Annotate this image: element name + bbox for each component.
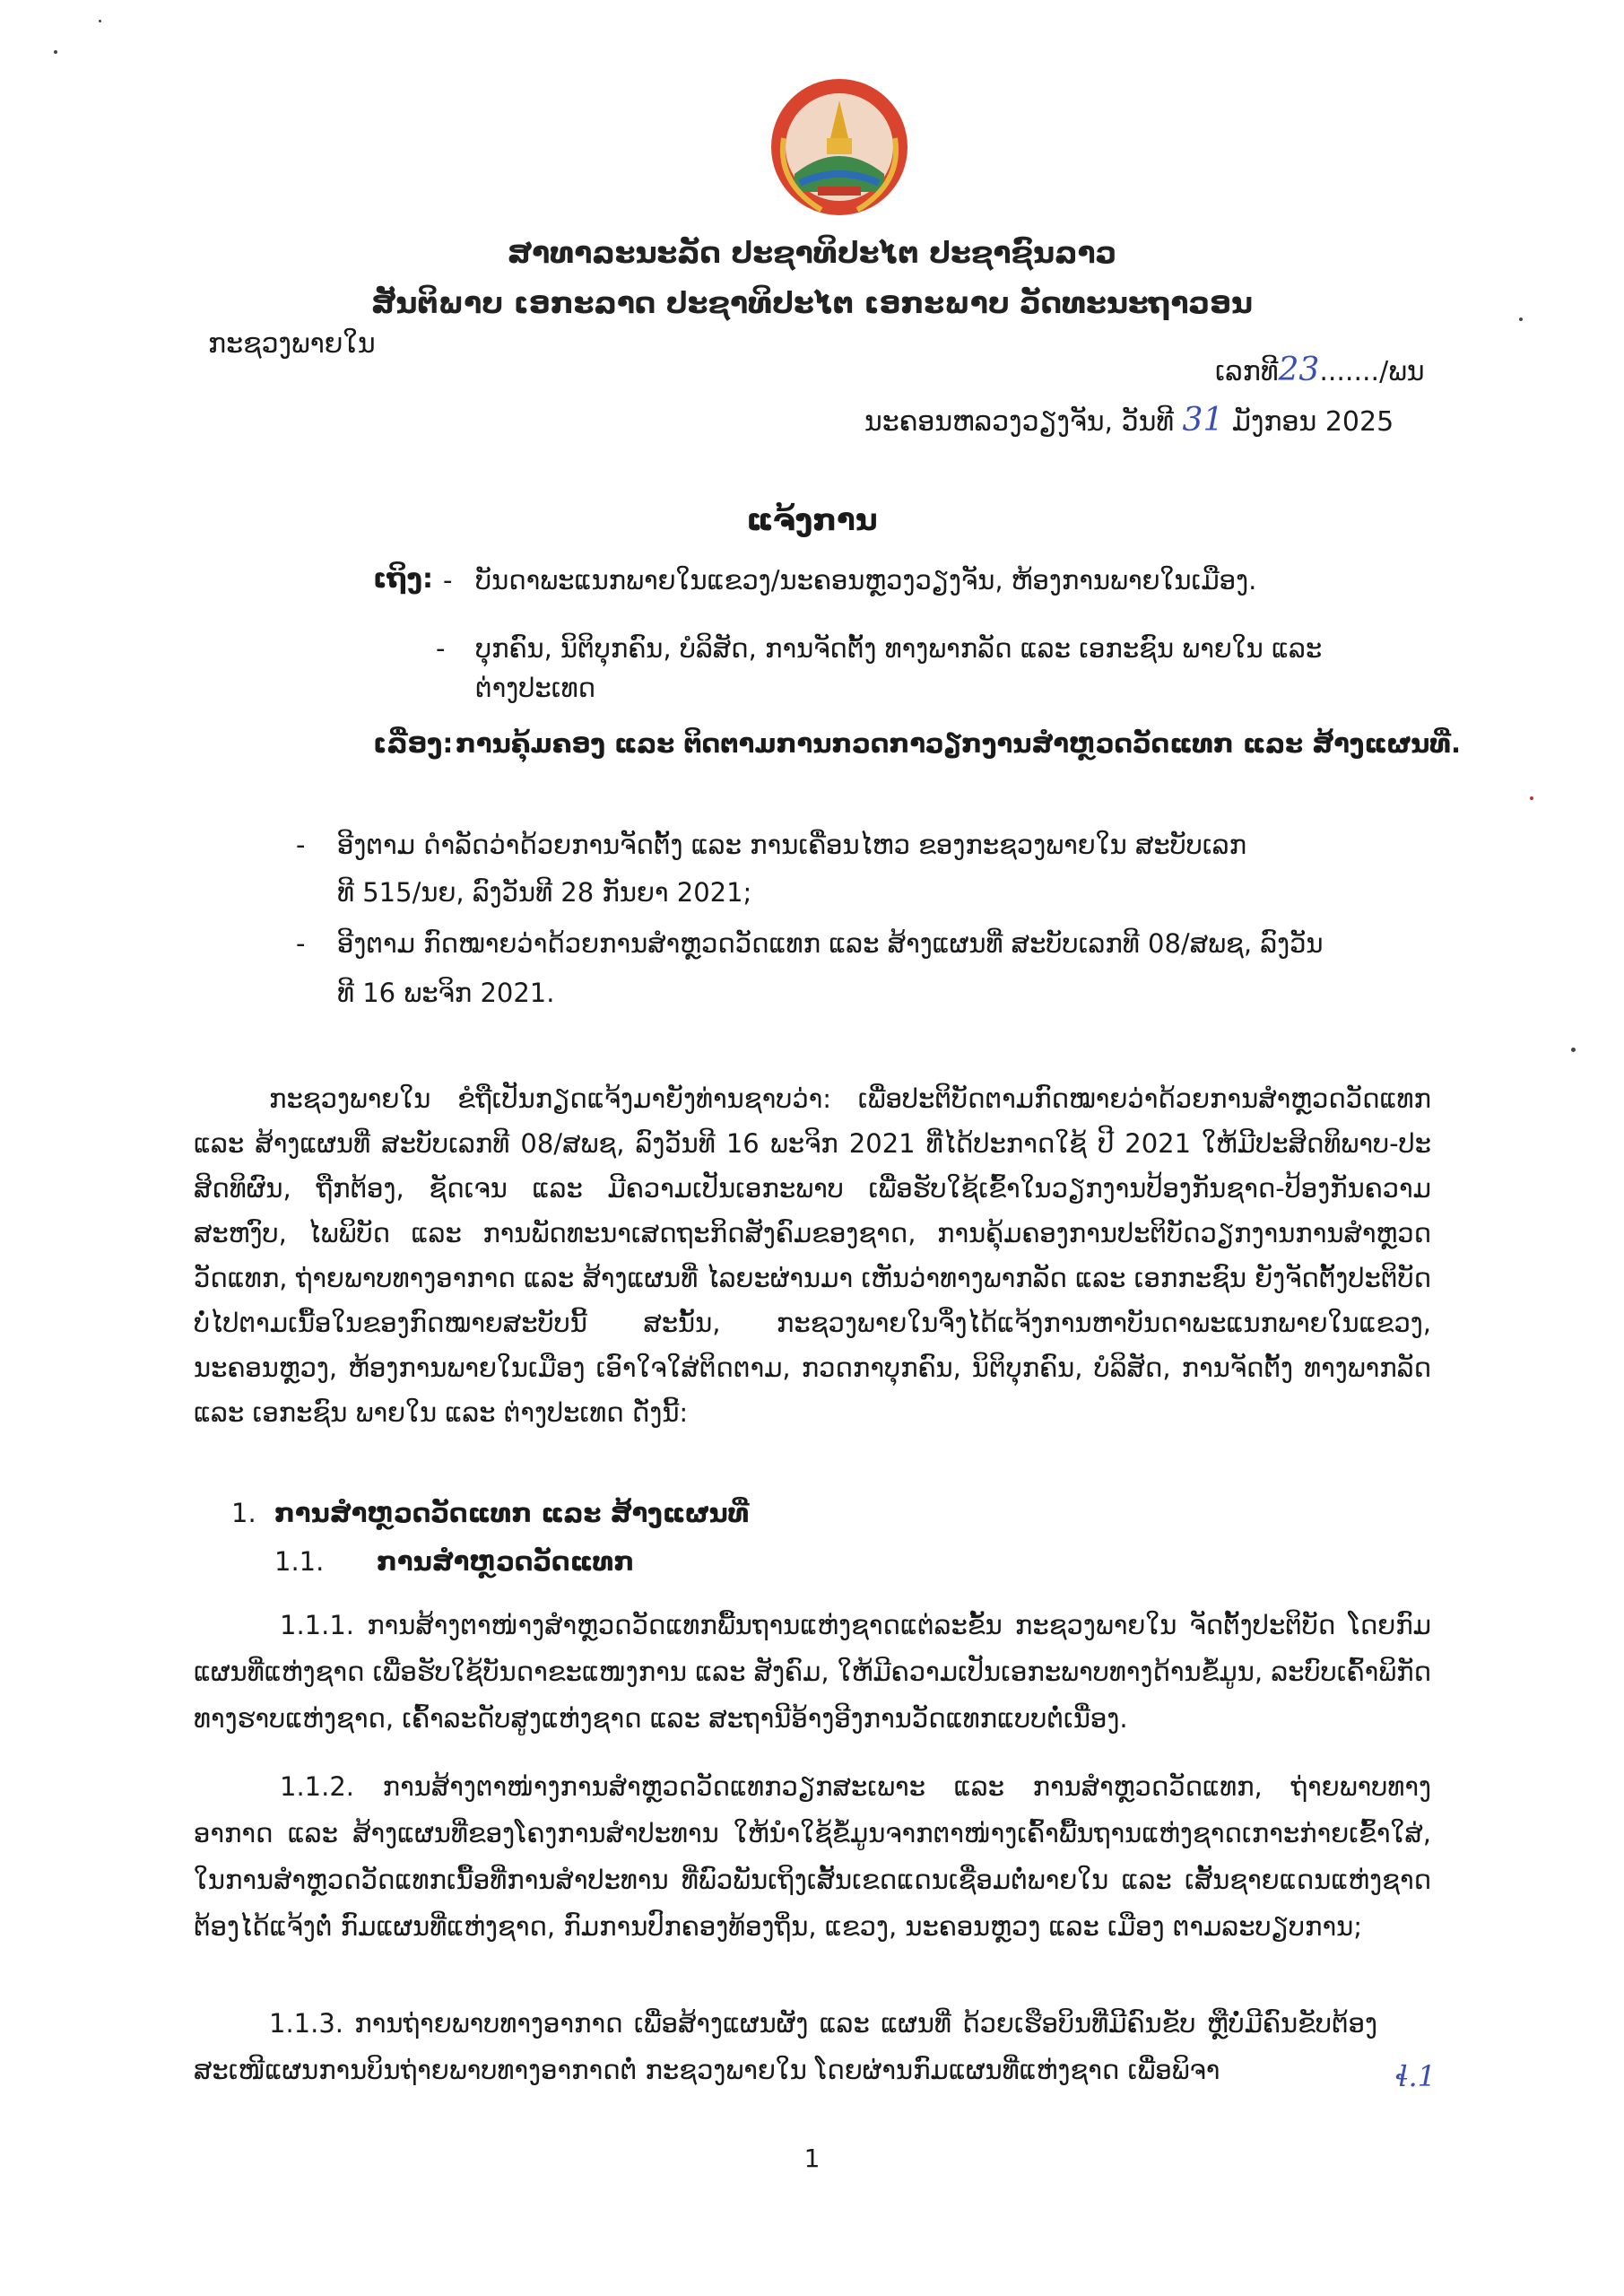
republic-heading: ສາທາລະນະລັດ ປະຊາທິປະໄຕ ປະຊາຊົນລາວ: [507, 235, 1117, 270]
to-item: ຕ່າງປະເທດ: [475, 673, 595, 703]
scan-speck: [99, 20, 101, 22]
national-motto: ສັນຕິພາບ ເອກະລາດ ປະຊາທິປະໄຕ ເອກະພາບ ວັດທະນະຖາວອນ: [370, 285, 1254, 320]
date-prefix: ນະຄອນຫລວງວຽງຈັນ, ວັນທີ: [864, 406, 1174, 438]
section-number: 1.: [231, 1498, 256, 1528]
reference-dash: -: [296, 928, 306, 959]
scan-speck: [1530, 796, 1533, 800]
reference-line: ອີງຕາມ ກົດໝາຍວ່າດ້ວຍການສຳຫຼວດວັດແທກ ແລະ ສ້າງແຜນທີ່ ສະບັບເລກທີ 08/ສພຊ, ລົງວັນ: [337, 928, 1324, 959]
issuing-ministry: ກະຊວງພາຍໃນ: [208, 328, 376, 360]
clause-1-1-2: 1.1.2. ການສ້າງຕາໜ່າງການສຳຫຼວດວັດແທກວຽກສະເພາະ ແລະ ການສຳຫຼວດວັດແທກ, ຖ່າຍພາບທາງ ອາກາດ ແລະ ສ້າງແຜນທີ່ຂອງໂຄງການສຳປະທານ ໃຫ້ນຳໃຊ້ຂໍ້ມູນຈາກຕາໜ່າງເຄົ້າພື້ນຖານແຫ່ງຊາດເກາະກ່າຍເຂົ້າໃສ່, ໃນການສຳຫຼວດວັດແທກເນື້ອທີ່ການສຳປະທານ ທີ່ພົວພັນເຖິງເສັ້ນເຂດແດນເຊື່ອມຕໍ່ພາຍໃນ ແລະ ເສັ້ນຊາຍແດນແຫ່ງຊາດ ຕ້ອງໄດ້ແຈ້ງຕໍ່ ກົມແຜນທີ່ແຫ່ງຊາດ, ກົມການປົກຄອງທ້ອງຖິ່ນ, ແຂວງ, ນະຄອນຫຼວງ ແລະ ເມືອງ ຕາມລະບຽບການ;: [194, 1771, 1431, 1942]
doc-no-suffix: ......./ພນ: [1319, 356, 1425, 387]
subject-text: ການຄຸ້ມຄອງ ແລະ ຕິດຕາມການກວດກາວຽກງານສຳຫຼວດວັດແທກ ແລະ ສ້າງແຜນທີ່.: [456, 728, 1462, 759]
subsection-title: ການສຳຫຼວດວັດແທກ: [377, 1546, 635, 1577]
reference-dash: -: [296, 830, 306, 860]
reference-line: ທີ 515/ນຍ, ລົງວັນທີ 28 ກັນຍາ 2021;: [337, 877, 752, 908]
scan-speck: [1571, 1048, 1576, 1052]
document-number: [1215, 352, 1425, 388]
to-dash: -: [436, 633, 446, 664]
scan-speck: [54, 50, 57, 54]
reference-line: ທີ 16 ພະຈິກ 2021.: [337, 978, 555, 1008]
date-line: [864, 402, 1394, 439]
reference-line: ອີງຕາມ ດຳລັດວ່າດ້ວຍການຈັດຕັ້ງ ແລະ ການເຄື່ອນໄຫວ ຂອງກະຊວງພາຍໃນ ສະບັບເລກ: [337, 830, 1247, 860]
section-title: ການສຳຫຼວດວັດແທກ ແລະ ສ້າງແຜນທີ່: [274, 1498, 750, 1528]
date-day-handwritten: 31: [1182, 402, 1224, 439]
date-suffix: ມັງກອນ 2025: [1231, 406, 1394, 438]
to-item: ບຸກຄົນ, ນິຕິບຸກຄົນ, ບໍລິສັດ, ການຈັດຕັ້ງ ທາງພາກລັດ ແລະ ເອກະຊົນ ພາຍໃນ ແລະ: [475, 633, 1323, 664]
doc-no-handwritten: 23: [1278, 352, 1320, 388]
subject-label: ເລື່ອງ:: [373, 728, 454, 760]
doc-no-prefix: ເລກທີ: [1215, 356, 1279, 387]
document-title: ແຈ້ງການ: [746, 502, 878, 538]
page-number: 1: [803, 2144, 821, 2173]
to-label: ເຖິງ:: [373, 563, 433, 595]
clause-1-1-1: 1.1.1. ການສ້າງຕາໜ່າງສຳຫຼວດວັດແທກພື້ນຖານແຫ່ງຊາດແຕ່ລະຂັ້ນ ກະຊວງພາຍໃນ ຈັດຕັ້ງປະຕິບັດ ໂດຍກົມແຜນທີ່ແຫ່ງຊາດ ເພື່ອຮັບໃຊ້ບັນດາຂະແໜງການ ແລະ ສັງຄົມ, ໃຫ້ມີຄວາມເປັນເອກະພາບທາງດ້ານຂໍ້ມູນ, ລະບົບເຄົ້າພິກັດທາງຮາບແຫ່ງຊາດ, ເຄົ້າລະດັບສູງແຫ່ງຊາດ ແລະ ສະຖານີອ້າງອີງການວັດແທກແບບຕໍ່ເນື່ອງ.: [194, 1610, 1431, 1734]
clause-1-1-3: 1.1.3. ການຖ່າຍພາບທາງອາກາດ ເພື່ອສ້າງແຜນຜັງ ແລະ ແຜນທີ່ ດ້ວຍເຮືອບິນທີ່ມີຄົນຂັບ ຫຼືບໍ່ມີຄົນຂັບຕ້ອງສະເໜີແຜນການບິນຖ່າຍພາບທາງອາກາດຕໍ່ ກະຊວງພາຍໃນ ໂດຍຜ່ານກົມແຜນທີ່ແຫ່ງຊາດ ເພື່ອພິຈາ: [194, 2008, 1377, 2085]
to-item: ບັນດາພະແນກພາຍໃນແຂວງ/ນະຄອນຫຼວງວຽງຈັນ, ຫ້ອງການພາຍໃນເມືອງ.: [475, 565, 1257, 596]
subsection-number: 1.1.: [274, 1546, 325, 1577]
handwritten-initials: ɬ.1: [1395, 2059, 1437, 2093]
body-paragraph: ກະຊວງພາຍໃນ ຂໍຖືເປັນກຽດແຈ້ງມາຍັງທ່ານຊາບວ່າ: ເພື່ອປະຕິບັດຕາມກົດໝາຍວ່າດ້ວຍການສຳຫຼວດວັດແທກ ແລະ ສ້າງແຜນທີ່ ສະບັບເລກທີ 08/ສພຊ, ລົງວັນທີ 16 ພະຈິກ 2021 ທີ່ໄດ້ປະກາດໃຊ້ ປີ 2021 ໃຫ້ມີປະສິດທິພາບ-ປະສິດທິຜົນ, ຖືກຕ້ອງ, ຊັດເຈນ ແລະ ມີຄວາມເປັນເອກະພາບ ເພື່ອຮັບໃຊ້ເຂົ້າໃນວຽກງານປ້ອງກັນຊາດ-ປ້ອງກັນຄວາມສະຫງົບ, ໄພພິບັດ ແລະ ການພັດທະນາເສດຖະກິດສັງຄົມຂອງຊາດ, ການຄຸ້ມຄອງການປະຕິບັດວຽກງານການສຳຫຼວດວັດແທກ, ຖ່າຍພາບທາງອາກາດ ແລະ ສ້າງແຜນທີ່ ໄລຍະຜ່ານມາ ເຫັນວ່າທາງພາກລັດ ແລະ ເອກກະຊົນ ຍັງຈັດຕັ້ງປະຕິບັດບໍ່ໄປຕາມເນື້ອໃນຂອງກົດໝາຍສະບັບນີ້ ສະນັ້ນ, ກະຊວງພາຍໃນຈຶ່ງໄດ້ແຈ້ງການຫາບັນດາພະແນກພາຍໃນແຂວງ, ນະຄອນຫຼວງ, ຫ້ອງການພາຍໃນເມືອງ ເອົາໃຈໃສ່ຕິດຕາມ, ກວດກາບຸກຄົນ, ນິຕິບຸກຄົນ, ບໍລິສັດ, ການຈັດຕັ້ງ ທາງພາກລັດ ແລະ ເອກະຊົນ ພາຍໃນ ແລະ ຕ່າງປະເທດ ດັ່ງນີ້:: [194, 1083, 1431, 1428]
national-emblem-icon: [768, 75, 911, 219]
to-dash: -: [443, 565, 453, 596]
